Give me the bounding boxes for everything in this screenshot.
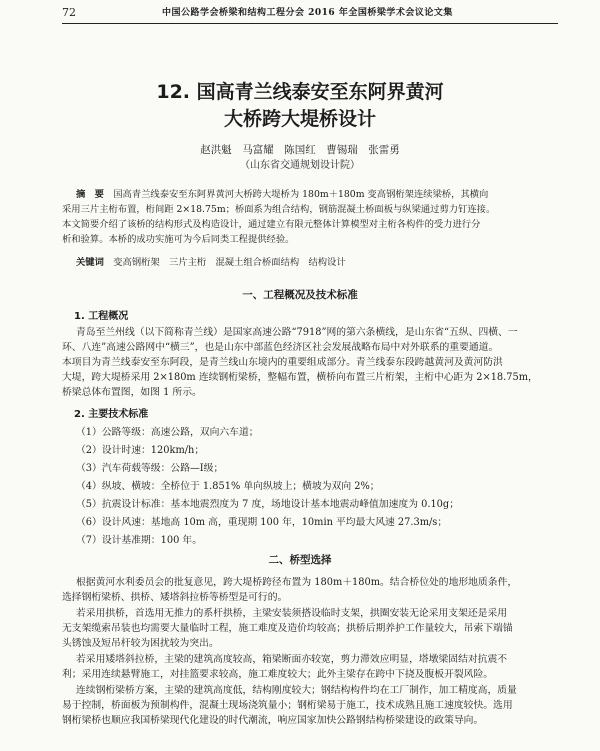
- running-head: 中国公路学会桥梁和结构工程分会 2016 年全国桥梁学术会议论文集: [162, 8, 453, 18]
- standard-item: （4）纵坡、横坡：全桥位于 1.851% 单向纵坡上；横坡为双向 2%；: [76, 481, 380, 492]
- keywords-label: 关键词: [76, 257, 104, 268]
- title-line-2: 大桥跨大堤桥设计: [223, 108, 376, 130]
- standard-item: （6）设计风速：基地高 10m 高，重现期 100 年，10min 平均最大风速 27.3m/s；: [76, 517, 448, 528]
- authors: 赵洪魁 马富耀 陈国红 曹锡瑞 张雷勇: [200, 144, 400, 156]
- abstract-line: 采用三片主桁布置，桁间距 2×18.75m；桥面系为组合结构，钢筋混凝土桥面板与纵梁通过剪力钉连接。: [62, 204, 496, 215]
- abstract-line: 本文简要介绍了该桥的结构形式及构造设计，通过建立有限元整体计算模型对主桁各构件的受力进行分: [62, 219, 481, 230]
- page-number: 72: [62, 6, 76, 19]
- body-line: 大堤，跨大堤桥采用 2×180m 连续钢桁梁桥，整幅布置，横桥向布置三片桁架，主桁中心距为 2×18.75m，: [62, 372, 538, 383]
- body-line: 根据黄河水利委员会的批复意见，跨大堤桥跨径布置为 180m＋180m。结合桥位处的地形地质条件，: [76, 577, 518, 588]
- standard-item: （5）抗震设计标准：基本地震烈度为 7 度，场地设计基本地震动峰值加速度为 0.10g；: [76, 499, 459, 510]
- subsection-heading: 1. 工程概况: [74, 311, 129, 322]
- body-line: 若采用矮塔斜拉桥，主梁的建筑高度较高，箱梁断面亦较宽，剪力滞效应明显，塔墩梁固结对抗震不: [76, 654, 508, 665]
- body-line: 选择钢桁梁桥、拱桥、矮塔斜拉桥等桥型是可行的。: [62, 592, 288, 603]
- body-line: 无支架缆索吊装也均需要大量临时工程，施工难度及造价均较高；拱桥后期养护工作量较大，吊索下端锚: [62, 623, 513, 634]
- standard-item: （3）汽车荷载等级：公路—Ⅰ级；: [76, 463, 224, 474]
- body-line: 若采用拱桥，首选用无推力的系杆拱桥，主梁安装须搭设临时支架，拱圈安装无论采用支架还是采用: [76, 608, 508, 619]
- title-line-1: 12. 国高青兰线泰安至东阿界黄河: [156, 81, 444, 103]
- subsection-heading: 2. 主要技术标准: [74, 409, 149, 420]
- keywords-line: [76, 256, 546, 270]
- body-line: 头锈蚀及短吊杆较为困扰较为突出。: [62, 638, 219, 649]
- header-rule: [62, 23, 558, 24]
- abstract-label: 摘 要: [76, 189, 104, 200]
- section-heading: 二、桥型选择: [268, 554, 332, 566]
- affiliation: （山东省交通规划设计院）: [240, 160, 360, 171]
- body-line: 易于控制，桥面板为预制构件，混凝土现场浇筑量小；钢桁梁易于施工，技术成熟且施工速度较快。选用: [62, 700, 513, 711]
- page-header: [62, 6, 558, 22]
- body-line: 连续钢桁梁桥方案，主梁的建筑高度低，结构刚度较大；钢结构构件均在工厂制作，加工精度高，质量: [76, 685, 517, 696]
- standard-item: （7）设计基准期：100 年。: [76, 535, 203, 546]
- body-line: 钢桁梁桥也顺应我国桥梁现代化建设的时代潮流，响应国家加快公路钢结构桥梁建设的政策导向。: [62, 715, 484, 726]
- section-heading: 一、工程概况及技术标准: [242, 289, 358, 301]
- body-line: 桥梁总体布置图，如图 1 所示。: [62, 387, 202, 398]
- abstract-line: [76, 188, 546, 202]
- standard-item: （2）设计时速：120km/h；: [76, 445, 205, 456]
- body-line: 青岛至兰州线（以下简称青兰线）是国家高速公路“7918”网的第六条横线，是山东省“五纵、四横、一: [76, 327, 518, 338]
- keywords-text: 变高钢桁架 三片主桁 混凝土组合桥面结构 结构设计: [113, 257, 346, 268]
- abstract-text: 国高青兰线泰安至东阿界黄河大桥跨大堤桥为 180m＋180m 变高钢桁架连续梁桥，其横向: [113, 189, 489, 200]
- standard-item: （1）公路等级：高速公路，双向六车道；: [76, 427, 259, 438]
- body-line: 环、八连”高速公路网中“横三”，也是山东中部蓝色经济区社会发展战略布局中对外联系的重要通道。: [62, 342, 499, 353]
- abstract-line: 析和验算。本桥的成功实施可为今后同类工程提供经验。: [62, 234, 295, 245]
- body-line: 本项目为青兰线泰安至东阿段，是青兰线山东境内的重要组成部分。青兰线泰东段跨越黄河及黄河防洪: [62, 357, 503, 368]
- body-line: 利；采用连续悬臂施工，对挂篮要求较高，施工难度较大；此外主梁存在跨中下挠及腹板开裂风险。: [62, 669, 494, 680]
